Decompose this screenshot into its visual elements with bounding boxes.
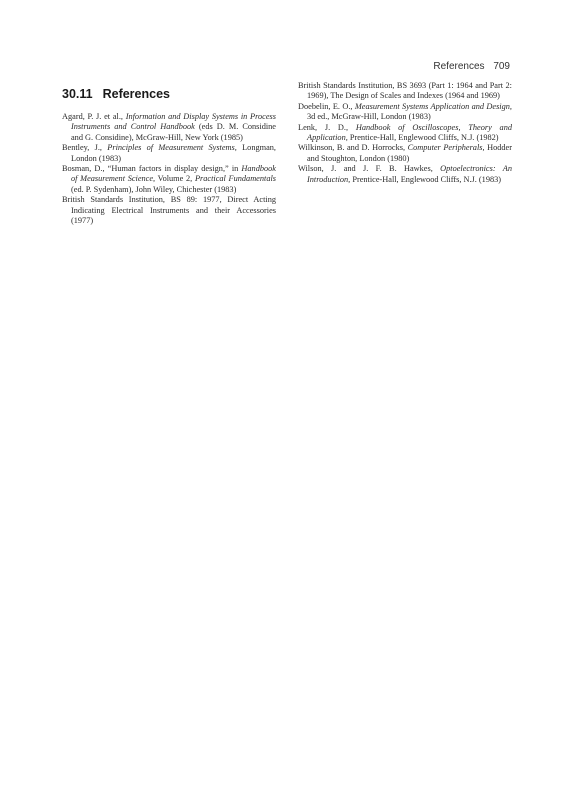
section-number: 30.11 [62,87,93,101]
reference-entry: Bentley, J., Principles of Measurement Systems, Longman, London (1983) [62,143,276,163]
reference-entry: Lenk, J. D., Handbook of Oscilloscopes, Theory and Application, Prentice-Hall, Englewood Cliffs, N.J. (1982) [298,122,512,143]
reference-entry: Wilkinson, B. and D. Horrocks, Computer Peripherals, Hodder and Stoughton, London (1980) [298,143,512,163]
reference-list-left [62,112,276,226]
reference-entry: Bosman, D., “Human factors in display design,” in Handbook of Measurement Science, Volume 2, Practical Fundamentals (ed. P. Sydenham), John Wiley, Chichester (1983) [62,164,276,194]
reference-list-right [298,81,512,185]
right-column [298,83,512,185]
reference-entry: Agard, P. J. et al., Information and Display Systems in Process Instruments and Control Handbook (eds D. M. Considine and G. Considine), McGraw-Hill, New York (1985) [62,112,277,142]
reference-entry: British Standards Institution, BS 3693 (Part 1: 1964 and Part 2: 1969), The Design of Scales and Indexes (1964 and 1969) [298,81,512,101]
reference-entry: Wilson, J. and J. F. B. Hawkes, Optoelectronics: An Introduction, Prentice-Hall, Englewood Cliffs, N.J. (1983) [298,164,512,184]
section-title: References [102,87,170,101]
running-head-title: References [433,61,485,72]
section-heading [62,87,276,101]
reference-entry: British Standards Institution, BS 89: 1977, Direct Acting Indicating Electrical Instruments and their Accessories (1977) [62,195,276,226]
reference-entry: Doebelin, E. O., Measurement Systems Application and Design, 3d ed., McGraw-Hill, London (1983) [298,101,512,122]
page-number: 709 [493,61,510,72]
left-column [62,83,276,226]
running-head [433,61,510,72]
